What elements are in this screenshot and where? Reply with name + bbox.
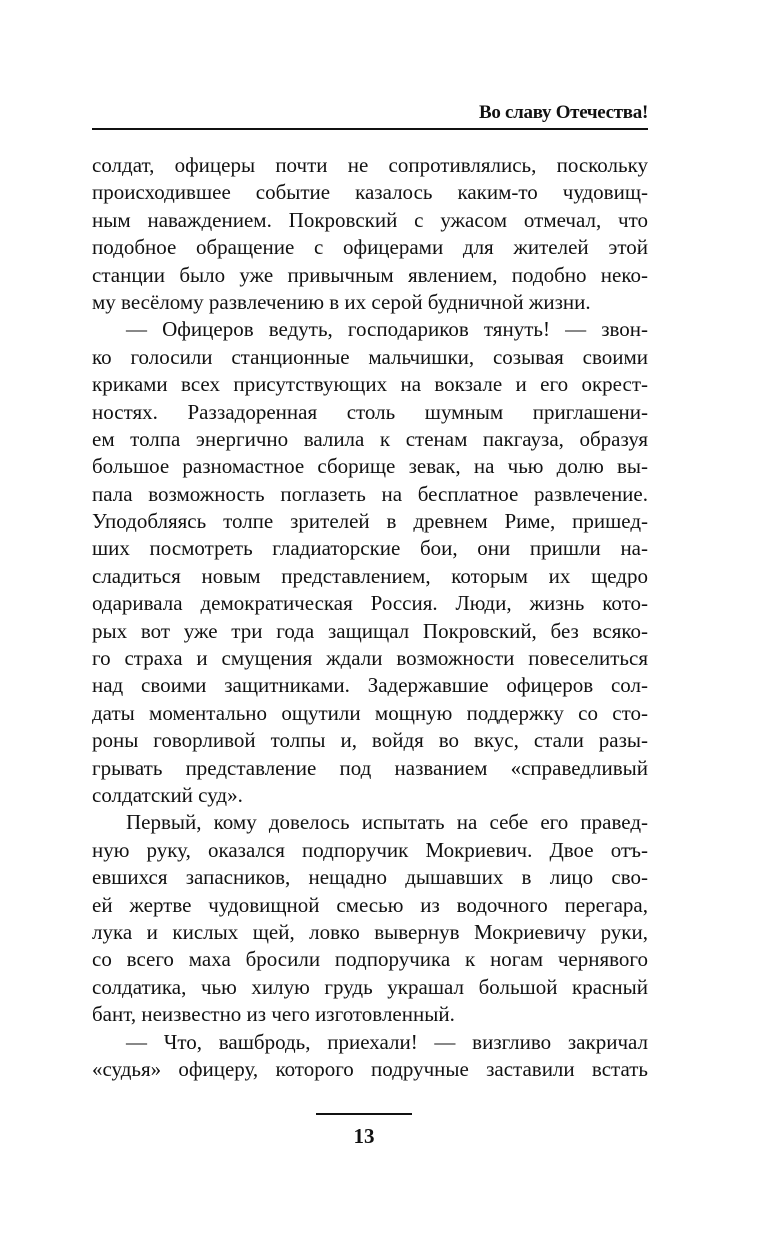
text-line: Первый, кому довелось испытать на себе его правед- [126, 810, 648, 835]
text-line: ей жертве чудовищной смесью из водочного перегара, [92, 892, 648, 917]
text-line: большое разномастное сборище зевак, на чью долю вы- [92, 454, 648, 479]
text-line: происходившее событие казалось каким-то чудовищ- [92, 180, 648, 205]
text-line: над своими защитниками. Задержавшие офицеров сол- [92, 673, 648, 698]
text-line: му весёлому развлечению в их серой будничной жизни. [92, 289, 591, 314]
text-line: даты моментально ощутили мощную поддержку со сто- [92, 700, 648, 725]
text-line: ностях. Раззадоренная столь шумным приглашени- [92, 399, 648, 424]
text-line: солдатский суд». [92, 782, 243, 807]
footer-divider [316, 1113, 412, 1115]
text-line: Уподобляясь толпе зрителей в древнем Риме, пришед- [92, 509, 648, 534]
text-line: ко голосили станционные мальчишки, созывая своими [92, 344, 648, 369]
text-line: подобное обращение с офицерами для жителей этой [92, 235, 648, 260]
page-number: 13 [353, 1124, 375, 1148]
text-line: одаривала демократическая Россия. Люди, жизнь кото- [92, 591, 648, 616]
text-line: солдатика, чью хилую грудь украшал большой красный [92, 974, 648, 999]
text-line: криками всех присутствующих на вокзале и его окрест- [92, 372, 648, 397]
text-line: сладиться новым представлением, которым их щедро [92, 563, 648, 588]
running-head-title: Во славу Отечества! [479, 102, 648, 123]
text-line: грывать представление под названием «справедливый [92, 755, 648, 780]
text-line: лука и кислых щей, ловко вывернув Мокриевичу руки, [92, 919, 648, 944]
text-line: со всего маха бросили подпоручика к ногам чернявого [92, 947, 648, 972]
text-line: ем толпа энергично валила к стенам пакгауза, образуя [92, 426, 648, 451]
text-line: ным наваждением. Покровский с ужасом отмечал, что [92, 207, 648, 232]
text-line: ную руку, оказался подпоручик Мокриевич. Двое отъ- [92, 837, 648, 862]
text-line: станции было уже привычным явлением, подобно неко- [92, 262, 648, 287]
text-line: ших посмотреть гладиаторские бои, они пришли на- [92, 536, 648, 561]
text-line: го страха и смущения ждали возможности повеселиться [92, 646, 648, 671]
text-line: пала возможность поглазеть на бесплатное развлечение. [92, 481, 648, 506]
body-text [92, 152, 648, 1083]
text-line: солдат, офицеры почти не сопротивлялись, поскольку [92, 153, 648, 177]
header-divider [92, 128, 648, 130]
text-line: «судья» офицеру, которого подручные заставили встать [92, 1056, 648, 1081]
text-line: роны говорливой толпы и, войдя во вкус, стали разы- [92, 728, 648, 753]
text-line: — Офицеров ведуть, господариков тянуть! — звон- [126, 317, 648, 342]
text-line: рых вот уже три года защищал Покровский, без всяко- [92, 618, 648, 643]
text-line: — Что, вашбродь, приехали! — визгливо закричал [126, 1029, 648, 1054]
text-line: евшихся запасников, нещадно дышавших в лицо сво- [92, 865, 648, 890]
text-line: бант, неизвестно из чего изготовленный. [92, 1002, 455, 1027]
